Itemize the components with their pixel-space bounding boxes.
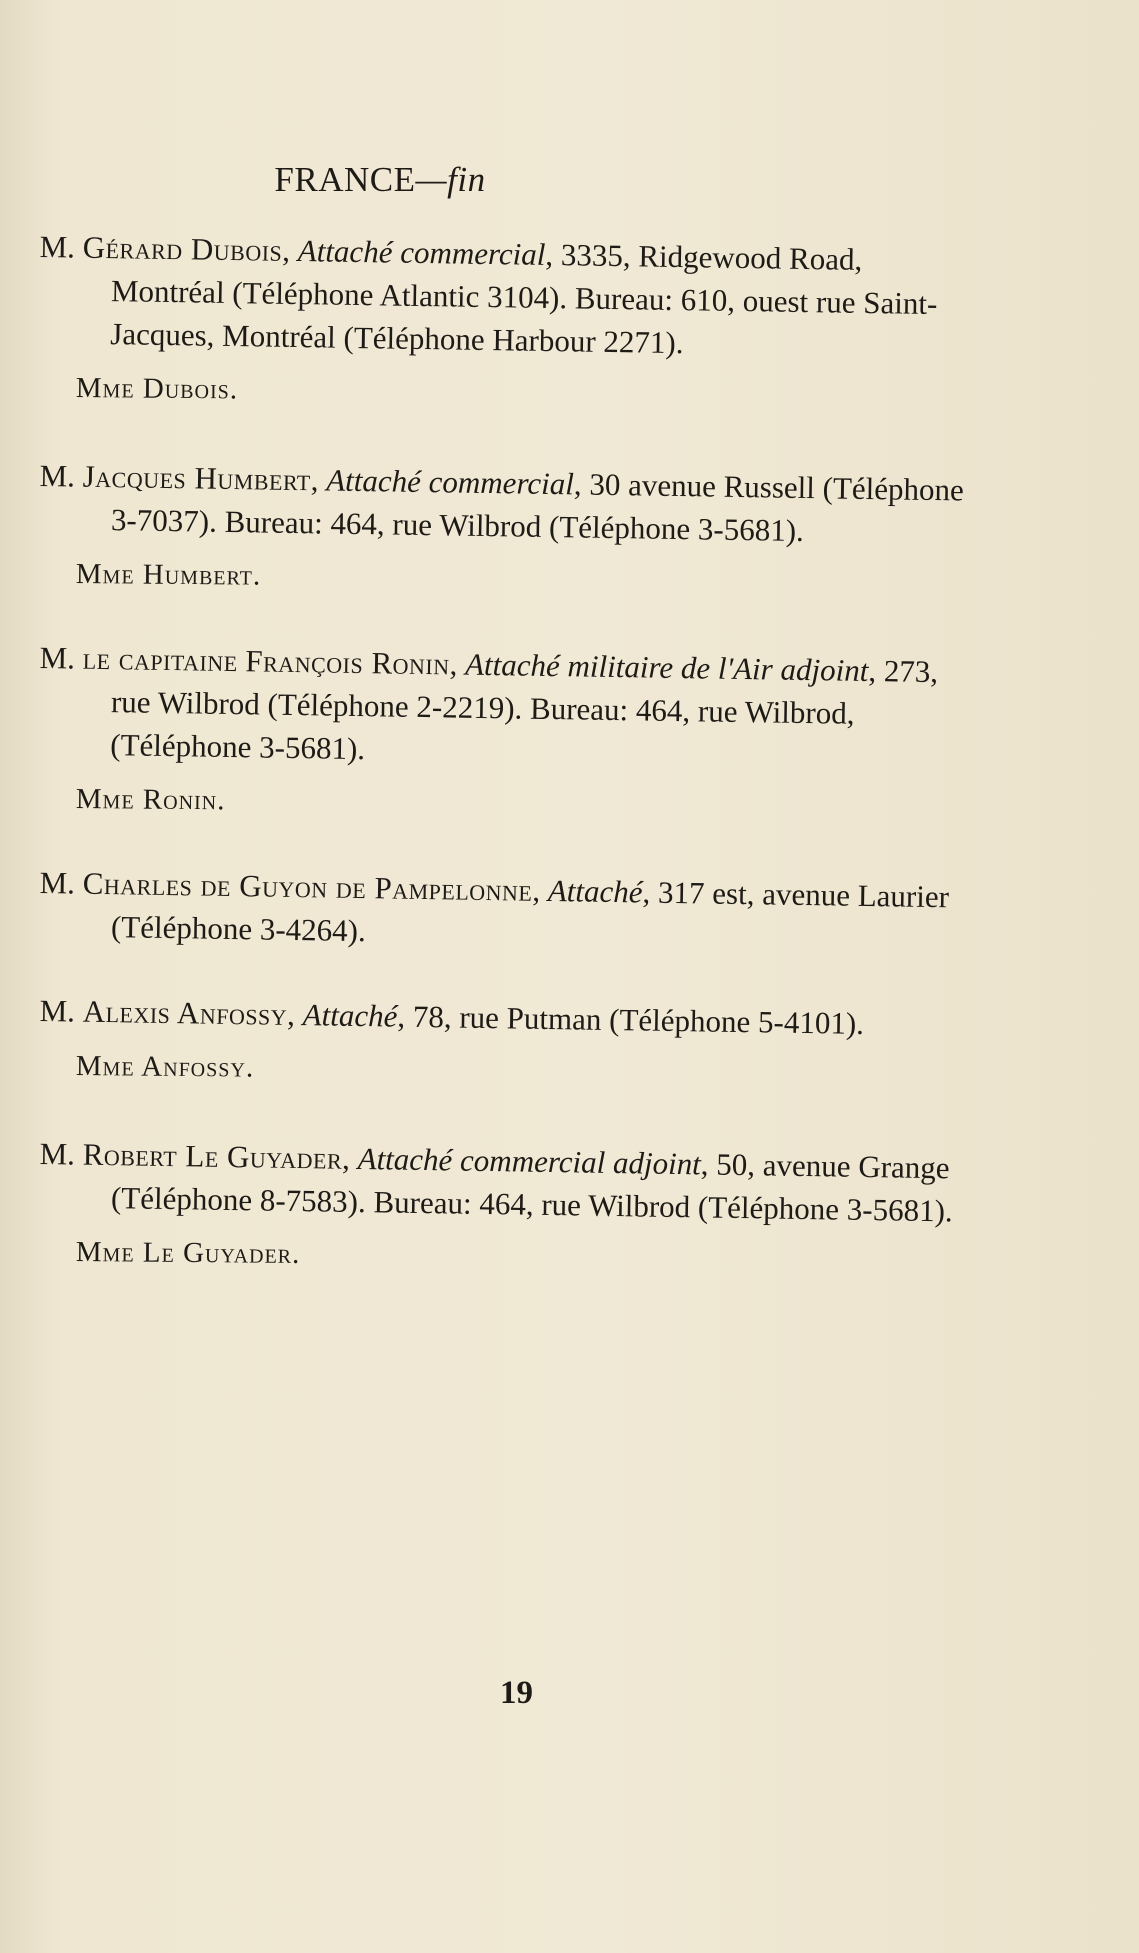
header-suffix: —fin [415, 160, 486, 199]
entry-name: Gérard Dubois [82, 229, 283, 268]
entry-role: Attaché militaire de l'Air adjoint [464, 646, 869, 689]
entry-details: 30 avenue Russell (Téléphone 3-7037). Bureau: 464, rue Wilbrod (Téléphone 3-5681). [110, 466, 965, 549]
entry-name: François Ronin [245, 643, 450, 682]
entry-prefix: M. [39, 457, 84, 494]
entry-prefix: M. [39, 1135, 84, 1172]
header-country: FRANCE [274, 160, 416, 199]
entry-spouse: Mme Anfossy. [75, 1049, 255, 1084]
entry-prefix: M. [39, 992, 84, 1029]
entry-prefix: M. [39, 864, 84, 901]
entry-spouse: Mme Le Guyader. [75, 1235, 301, 1270]
page-header [0, 160, 760, 200]
entry-role: Attaché [547, 872, 643, 910]
entry-role: Attaché commercial [326, 462, 575, 502]
entry-details: 317 est, avenue Laurier (Téléphone 3-4264). [110, 874, 950, 949]
directory-entry: M. Alexis Anfossy, Attaché, 78, rue Putman (Téléphone 5-4101). [39, 992, 865, 1041]
entry-name: Charles de Guyon de Pampelonne [82, 865, 533, 908]
entry-spouse: Mme Humbert. [75, 557, 262, 592]
entry-details: 273, rue Wilbrod (Téléphone 2-2219). Bureau: 464, rue Wilbrod, (Téléphone 3-5681). [110, 653, 939, 767]
entry-spouse: Mme Ronin. [75, 782, 226, 817]
entry-details: 3335, Ridgewood Road, Montréal (Téléphone Atlantic 3104). Bureau: 610, ouest rue Saint-Jacques, Montréal (Téléphone Harbour 2271). [110, 237, 938, 361]
entry-details: 78, rue Putman (Téléphone 5-4101). [412, 998, 865, 1041]
directory-entry: M. Gérard Dubois, Attaché commercial, 3335, Ridgewood Road, Montréal (Téléphone Atlantic 3104). Bureau: 610, ouest rue Saint-Jacques, Montréal (Téléphone Harbour 2271). [39, 228, 938, 361]
directory-entry: M. Charles de Guyon de Pampelonne, Attaché, 317 est, avenue Laurier (Téléphone 3-4264). [39, 864, 950, 949]
directory-entry: M. Jacques Humbert, Attaché commercial, 30 avenue Russell (Téléphone 3-7037). Bureau: 464, rue Wilbrod (Téléphone 3-5681). [39, 457, 965, 549]
directory-entries [40, 225, 980, 1272]
entry-role: Attaché commercial [297, 233, 546, 272]
page-number: 19 [500, 1675, 533, 1711]
entry-prefix: M. [39, 228, 84, 265]
entry-prefix: M. [39, 639, 84, 676]
entry-spouse: Mme Dubois. [75, 371, 239, 406]
entry-title: le capitaine [82, 640, 238, 679]
entry-name: Jacques Humbert [82, 458, 312, 498]
entry-role: Attaché commercial adjoint [357, 1140, 702, 1182]
entry-role: Attaché [302, 997, 398, 1034]
entry-name: Alexis Anfossy [82, 993, 288, 1032]
directory-entry: M. le capitaine François Ronin, Attaché militaire de l'Air adjoint, 273, rue Wilbrod (Téléphone 2-2219). Bureau: 464, rue Wilbrod, (Téléphone 3-5681). [39, 639, 939, 767]
directory-entry: M. Robert Le Guyader, Attaché commercial adjoint, 50, avenue Grange (Téléphone 8-7583). Bureau: 464, rue Wilbrod (Téléphone 3-5681). [39, 1135, 953, 1229]
entry-name: Robert Le Guyader [82, 1136, 343, 1176]
entry-details: 50, avenue Grange (Téléphone 8-7583). Bureau: 464, rue Wilbrod (Téléphone 3-5681). [110, 1146, 953, 1229]
